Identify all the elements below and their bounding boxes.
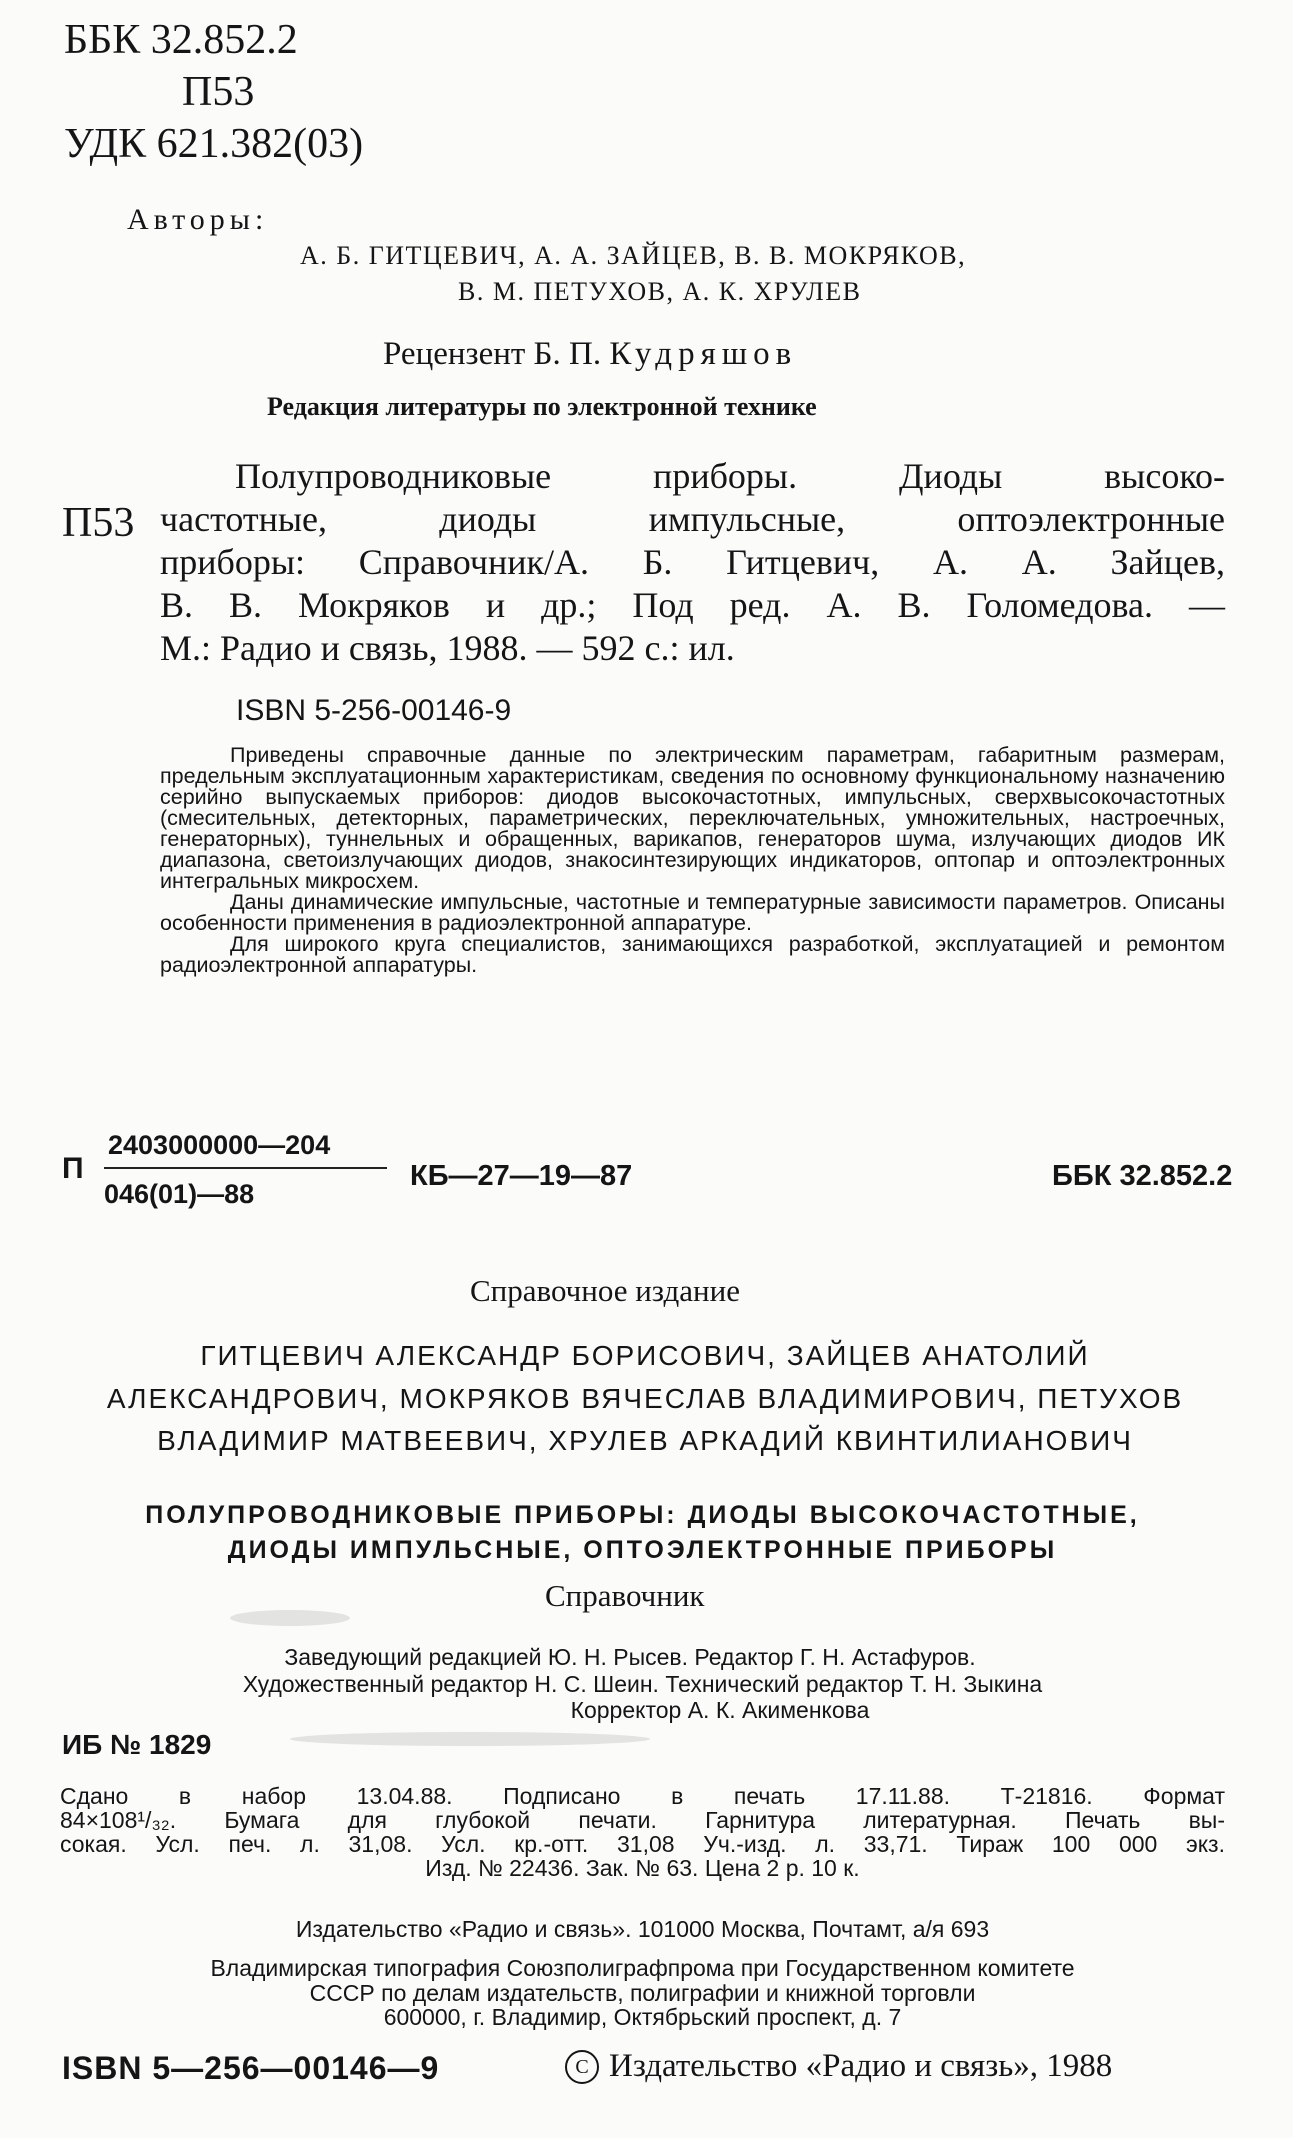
imprint-line: 84×108¹/₃₂. Бумага для глубокой печати. Гарнитура литературная. Печать вы-	[60, 1807, 1225, 1833]
classification-codes	[64, 14, 363, 170]
bbk-code-bottom: ББК 32.852.2	[1052, 1160, 1233, 1192]
authors-label: Авторы:	[127, 203, 269, 236]
citation-line: частотные, диоды импульсные, оптоэлектронные	[160, 499, 1225, 539]
index-numerator: 2403000000—204	[108, 1130, 331, 1160]
bbk-code: ББК 32.852.2	[64, 17, 298, 63]
abstract-paragraph: Для широкого круга специалистов, занимающихся разработкой, эксплуатацией и ремонтом радиоэлектронной аппаратуры.	[160, 932, 1225, 977]
print-smudge	[230, 1610, 350, 1626]
staff-line-1: Заведующий редакцией Ю. Н. Рысев. Редактор Г. Н. Астафуров.	[284, 1644, 976, 1670]
copyright	[565, 2048, 1112, 2085]
book-title-line-1: ПОЛУПРОВОДНИКОВЫЕ ПРИБОРЫ: ДИОДЫ ВЫСОКОЧАСТОТНЫЕ,	[145, 1501, 1140, 1529]
publisher-line-4: 600000, г. Владимир, Октябрьский проспект, д. 7	[383, 2004, 902, 2030]
kb-code: КБ—27—19—87	[410, 1160, 633, 1192]
ib-number: ИБ № 1829	[62, 1729, 212, 1760]
imprint-line: Сдано в набор 13.04.88. Подписано в печать 17.11.88. Т-21816. Формат	[60, 1783, 1225, 1809]
reviewer-name: Кудряшов	[609, 336, 798, 372]
author-mark: П53	[182, 69, 255, 115]
fraction-bar	[104, 1167, 387, 1169]
index-fraction	[104, 1130, 387, 1210]
full-names-line-2: АЛЕКСАНДРОВИЧ, МОКРЯКОВ ВЯЧЕСЛАВ ВЛАДИМИРОВИЧ, ПЕТУХОВ	[106, 1383, 1184, 1414]
citation-line: Полупроводниковые приборы. Диоды высоко-	[235, 456, 1225, 496]
reviewer-label: Рецензент Б. П.	[383, 336, 602, 372]
print-smudge	[290, 1732, 650, 1746]
publisher-line-2: Владимирская типография Союзполиграфпрома при Государственном комитете	[210, 1955, 1075, 1981]
book-title-line-2: ДИОДЫ ИМПУЛЬСНЫЕ, ОПТОЭЛЕКТРОННЫЕ ПРИБОРЫ	[227, 1536, 1058, 1564]
staff-line-3: Корректор А. К. Акименкова	[570, 1697, 870, 1723]
abstract-paragraph: Приведены справочные данные по электрическим параметрам, габаритным размерам, предельным эксплуатационным характеристикам, сведения по основному функциональному назначению серийно выпускаемых приборов: диодов высокочастотных, импульсных, сверхвысокочастотных (смесительных, детекторных, параметрических, переключательных, умножительных, настроечных, генераторных), туннельных и обращенных, варикапов, генераторов шума, излучающих диодов ИК диапазона, светоизлучающих диодов, знакосинтезирующих индикаторов, оптопар и оптоэлектронных интегральных микросхем.	[160, 743, 1225, 893]
abstract	[160, 745, 1225, 976]
citation-line: приборы: Справочник/А. Б. Гитцевич, А. А. Зайцев,	[160, 542, 1225, 582]
citation-block	[160, 455, 1225, 670]
full-names-line-1: ГИТЦЕВИЧ АЛЕКСАНДР БОРИСОВИЧ, ЗАЙЦЕВ АНАТОЛИЙ	[200, 1340, 1090, 1371]
index-letter: П	[62, 1152, 84, 1185]
index-denominator: 046(01)—88	[104, 1179, 255, 1209]
reference-edition: Справочное издание	[470, 1273, 740, 1308]
reviewer	[383, 336, 797, 373]
full-names-line-3: ВЛАДИМИР МАТВЕЕВИЧ, ХРУЛЕВ АРКАДИЙ КВИНТИЛИАНОВИЧ	[157, 1425, 1133, 1456]
footer-isbn: ISBN 5—256—00146—9	[62, 2050, 440, 2086]
publisher-line-1: Издательство «Радио и связь». 101000 Москва, Почтамт, а/я 693	[295, 1916, 990, 1942]
authors-line-2: В. М. ПЕТУХОВ, А. К. ХРУЛЕВ	[458, 277, 862, 306]
imprint	[60, 1784, 1225, 1880]
imprint-line: Изд. № 22436. Зак. № 63. Цена 2 р. 10 к.	[425, 1855, 860, 1881]
staff-line-2: Художественный редактор Н. С. Шеин. Технический редактор Т. Н. Зыкина	[242, 1671, 1043, 1697]
authors-line-1: А. Б. ГИТЦЕВИЧ, А. А. ЗАЙЦЕВ, В. В. МОКРЯКОВ,	[300, 241, 967, 270]
citation-code: П53	[62, 500, 135, 546]
copyright-text: Издательство «Радио и связь», 1988	[609, 2048, 1113, 2084]
publisher-line-3: СССР по делам издательств, полиграфии и книжной торговли	[309, 1980, 976, 2006]
copyright-icon: C	[565, 2050, 599, 2084]
book-subtitle: Справочник	[545, 1578, 705, 1613]
citation-line: М.: Радио и связь, 1988. — 592 с.: ил.	[160, 628, 735, 668]
imprint-line: сокая. Усл. печ. л. 31,08. Усл. кр.-отт. 31,08 Уч.-изд. л. 33,71. Тираж 100 000 экз.	[60, 1831, 1225, 1857]
citation-line: В. В. Мокряков и др.; Под ред. А. В. Голомедова. —	[160, 585, 1225, 625]
citation-isbn: ISBN 5-256-00146-9	[236, 694, 512, 727]
abstract-paragraph: Даны динамические импульсные, частотные и температурные зависимости параметров. Описаны особенности применения в радиоэлектронной аппаратуре.	[160, 890, 1225, 935]
edition-office: Редакция литературы по электронной технике	[267, 392, 817, 421]
udk-code: УДК 621.382(03)	[64, 121, 364, 167]
